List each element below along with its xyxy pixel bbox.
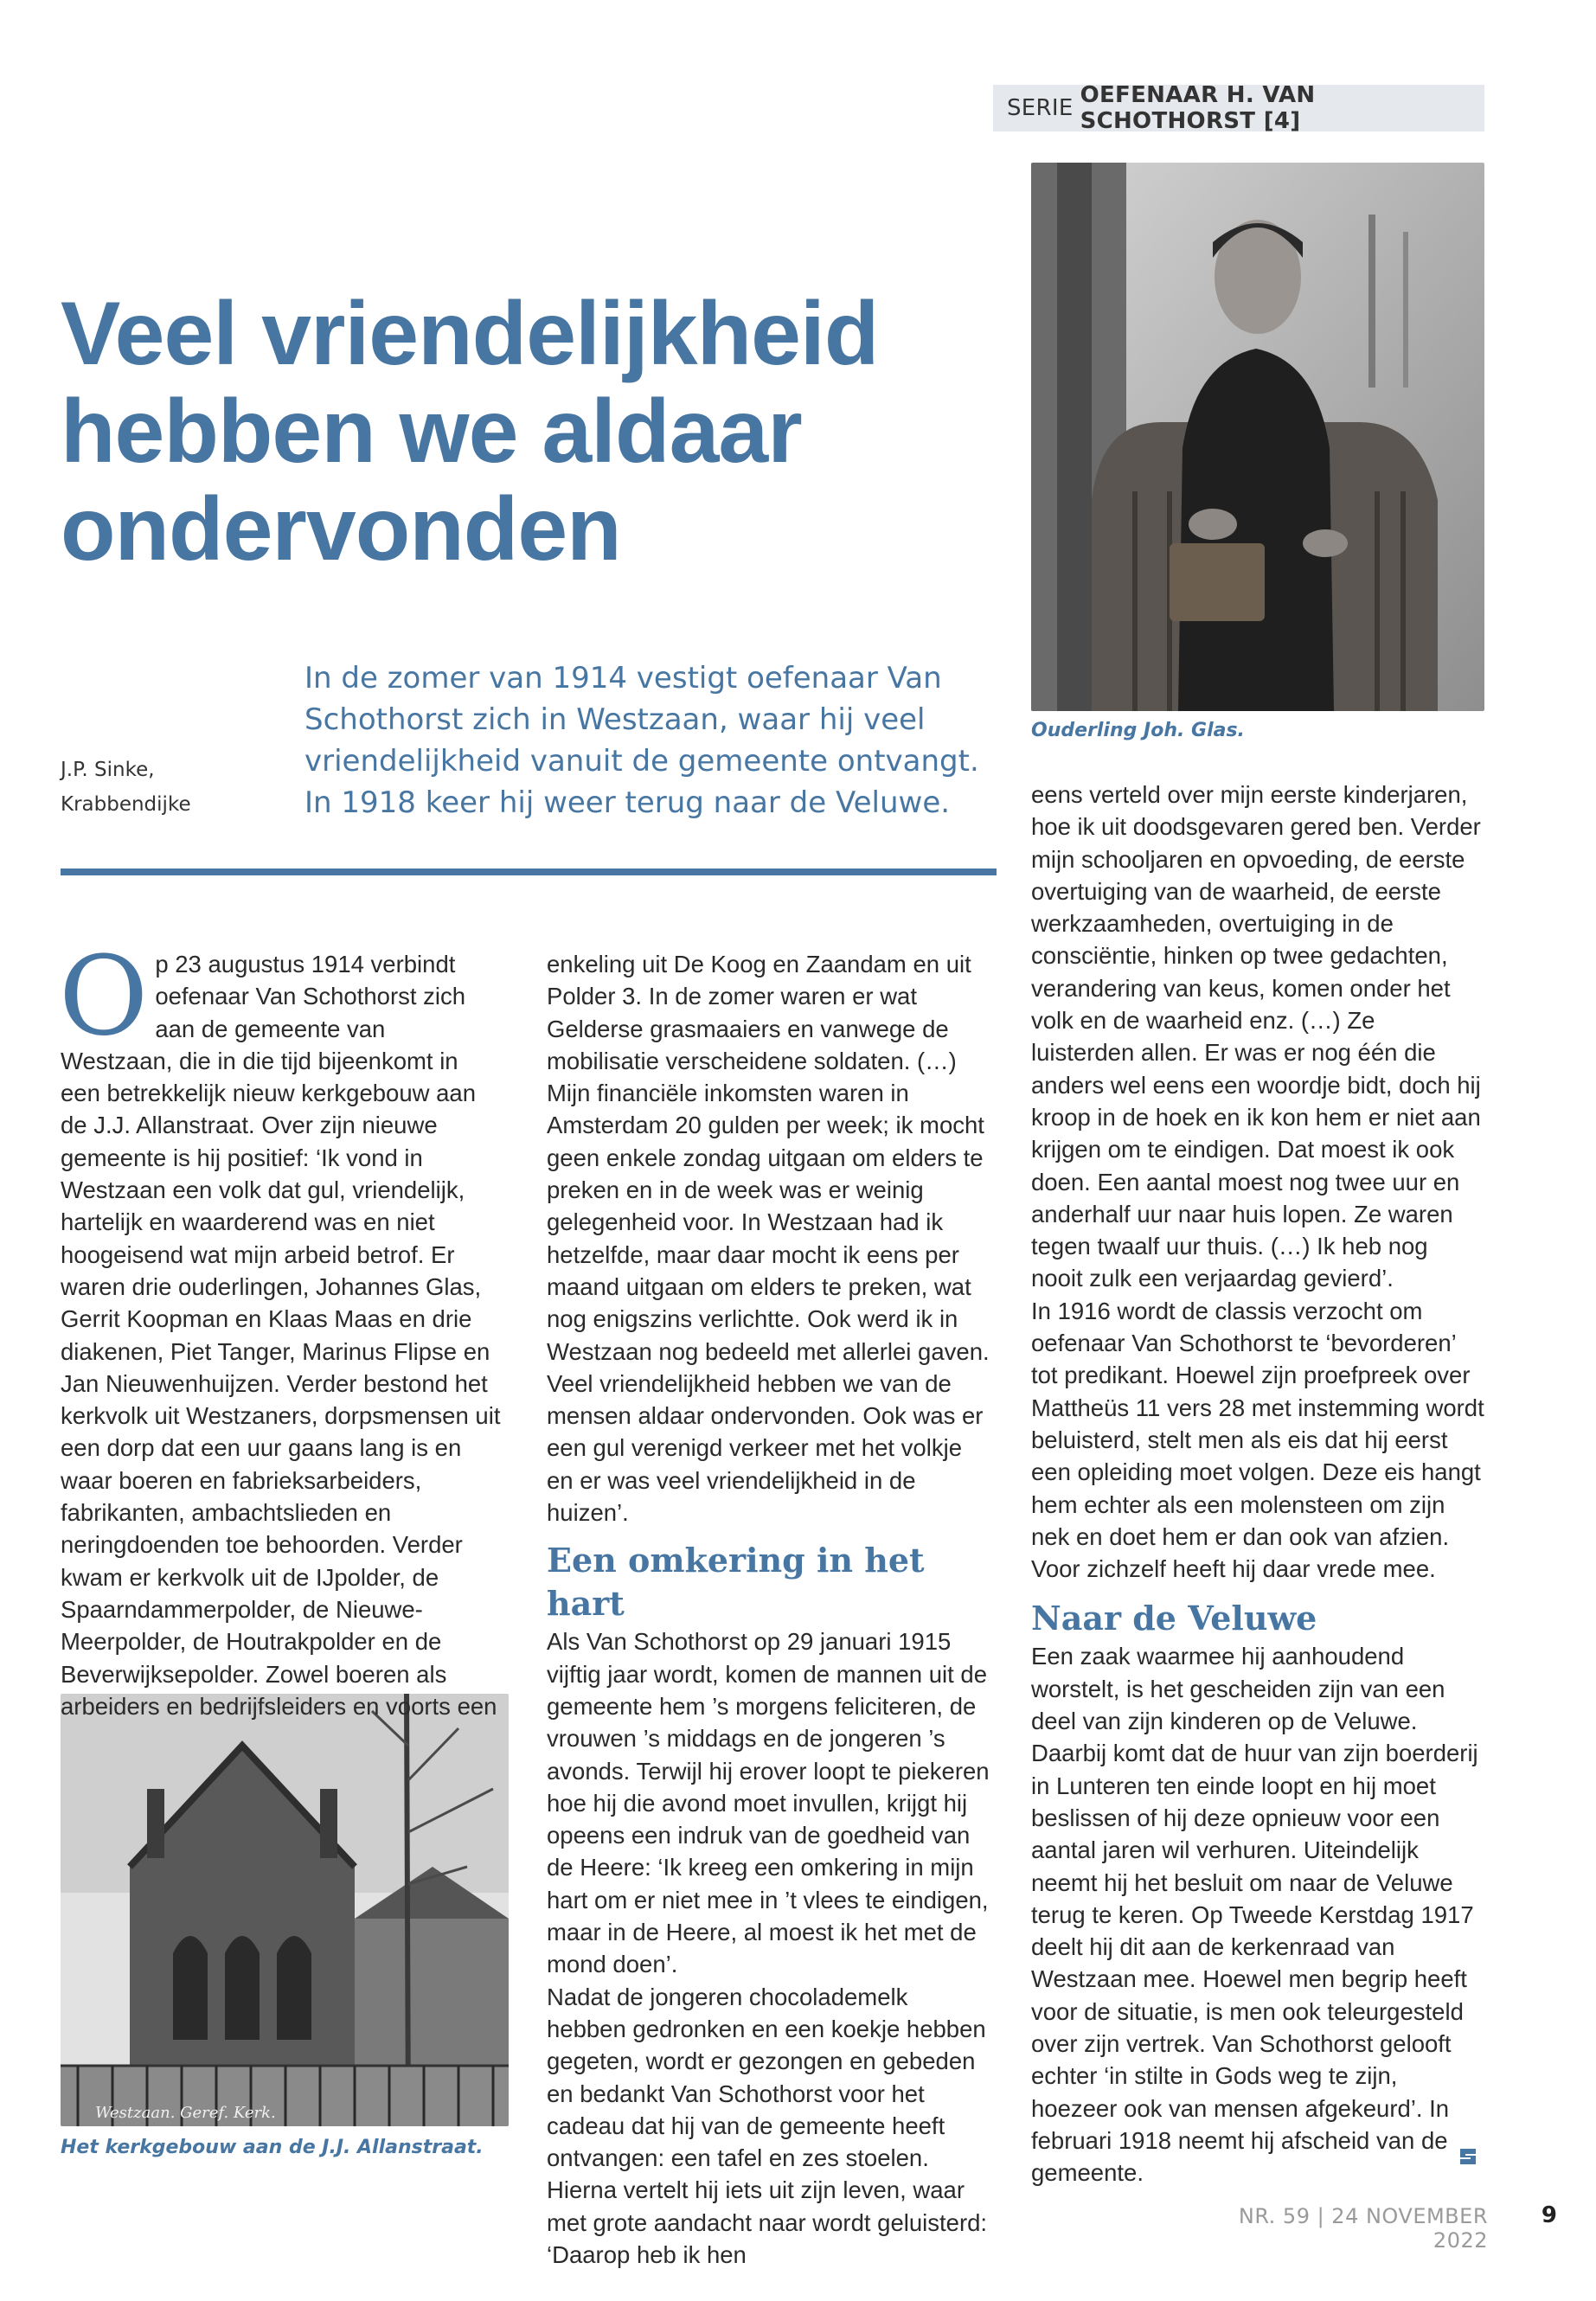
page-number: 9 [1541, 2202, 1557, 2228]
article-lead: In de zomer van 1914 vestigt oefenaar Van Schothorst zich in Westzaan, waar hij veel vriendelijkheid vanuit de gemeente ontvangt. In 1918 keer hij weer terug naar de Veluwe. [304, 661, 979, 820]
section-divider [61, 868, 997, 875]
portrait-caption: Ouderling Joh. Glas. [1031, 720, 1245, 741]
church-photo [61, 1694, 509, 2126]
body-column-1 [59, 933, 503, 1722]
col3-paragraph-3: Een zaak waarmee hij aanhoudend worstelt, is het gescheiden zijn van een deel van zijn kinderen op de Veluwe. Daarbij komt dat de huur van zijn boerderij in Lunteren ten einde loopt en hij moet beslissen of hij deze opnieuw voor een aantal jaren wil verhuren. Uiteindelijk neemt hij het besluit om naar de Veluwe terug te keren. Op Tweede Kerstdag 1917 deelt hij dit aan de kerkenraad van Westzaan mee. Hoewel men begrip heeft voor de situatie, is men ook teleurgesteld over zijn vertrek. Van Schothorst gelooft echter ‘in stilte in Gods weg te zijn, hoezeer ook van mensen afgekeurd’. In februari 1918 neemt hij afscheid van de gemeente. [1031, 1643, 1478, 2187]
portrait-photo [1031, 163, 1484, 711]
body-column-2 [547, 948, 990, 2271]
series-tag [993, 82, 1484, 134]
series-title: OEFENAAR H. VAN SCHOTHORST [4] [1080, 82, 1316, 134]
subheading-omkering: Een omkering in het hart [547, 1541, 925, 1624]
col2-paragraph-1: enkeling uit De Koog en Zaandam en uit Polder 3. In de zomer waren er wat Gelderse grasmaaiers en vanwege de mobilisatie verscheidene soldaten. (…) [547, 951, 971, 1074]
col3-paragraph-2: In 1916 wordt de classis verzocht om oefenaar Van Schothorst te ‘bevorderen’ tot predikant. Hoewel zijn proefpreek over Mattheüs 11 vers 28 met instemming wordt beluisterd, stelt men als eis dat hij eerst een opleiding moet volgen. Deze eis hangt hem echter als een molensteen om zijn nek en doet hem er dan ook van afzien. Voor zichzelf heeft hij daar vrede mee. [1031, 1297, 1484, 1583]
subheading-veluwe: Naar de Veluwe [1031, 1599, 1317, 1638]
dropcap: O [59, 933, 149, 1060]
issue-info: NR. 59 | 24 NOVEMBER 2022 [1238, 2204, 1488, 2253]
col2-paragraph-3: Als Van Schothorst op 29 januari 1915 vijftig jaar wordt, komen de mannen uit de gemeente hem ’s morgens feliciteren, de vrouwen ’s middags en de jongeren ’s avonds. Terwijl hij erover loopt te piekeren hoe hij die avond moet invullen, krijgt hij opeens een indruk van de goedheid van de Heere: ‘Ik kreeg een omkering in mijn hart om er niet mee in ’t vlees te eindigen, maar in de Heere, al moest ik het met de mond doen’. [547, 1628, 990, 1978]
series-prefix: SERIE [1007, 95, 1074, 121]
col2-paragraph-4: Nadat de jongeren chocolademelk hebben gedronken en een koekje hebben gegeten, wordt er gezongen en gebeden en bedankt Van Schothorst voor het cadeau dat hij van de gemeente heeft ontvangen: een tafel en zes stoelen. Hierna vertelt hij iets uit zijn leven, waar met grote aandacht naar wordt geluisterd: ‘Daarop heb ik hen [547, 1983, 988, 2268]
author-byline [61, 753, 277, 822]
church-inscription: Westzaan. Geref. Kerk. [95, 2104, 276, 2122]
col1-paragraph-1: p 23 augustus 1914 verbindt oefenaar Van Schothorst zich aan de gemeente van Westzaan, die in die tijd bijeenkomt in een betrekkelijk nieuw kerkgebouw aan de J.J. Allanstraat. Over zijn nieuwe gemeente is hij positief: ‘Ik vond in Westzaan een volk dat gul, vriendelijk, hartelijk en waarderend was en niet hoogeisend wat mijn arbeid betrof. Er waren drie ouderlingen, Johannes Glas, Gerrit Koopman en Klaas Maas en drie diakenen, Piet Tanger, Marinus Flipse en Jan Nieuwenhuijzen. Verder bestond het kerkvolk uit Westzaners, dorpsmensen uit een dorp dat een uur gaans lang is en waar boeren en fabrieksarbeiders, fabrikanten, ambachtslieden en neringdoenden toe behoorden. Verder kwam er kerkvolk uit de IJpolder, de Spaarndammerpolder, de Nieuwe-Meerpolder, de Houtrakpolder en de Beverwijksepolder. Zowel boeren als arbeiders en bedrijfsleiders en voorts een [61, 951, 501, 1720]
church-caption: Het kerkgebouw aan de J.J. Allanstraat. [61, 2137, 484, 2158]
body-column-3 [1031, 779, 1484, 2189]
author-name: J.P. Sinke, [61, 759, 155, 781]
article-title: Veel vriendelijkheid hebben we aldaar ondervonden [61, 284, 879, 580]
col3-paragraph-1: eens verteld over mijn eerste kinderjaren, hoe ik uit doodsgevaren gered ben. Verder mijn schooljaren en opvoeding, de eerste overtuiging van de waarheid, de eerste werkzaamheden, overtuiging in de consciëntie, hinken op twee gedachten, verandering van keus, komen onder het volk en de waarheid enz. (…) Ze luisterden allen. Er was er nog één die anders wel eens een woordje bidt, doch hij kroop in de hoek en ik kon hem er niet aan krijgen om te eindigen. Dat moest ik ook doen. Een aantal moest nog twee uur en anderhalf uur naar huis lopen. Ze waren tegen twaalf uur thuis. (…) Ik heb nog nooit zulk een verjaardag gevierd’. [1031, 781, 1481, 1292]
col2-paragraph-2: Mijn financiële inkomsten waren in Amsterdam 20 gulden per week; ik mocht geen enkele zondag uitgaan om elders te preken en in de week was er weinig gelegenheid voor. In Westzaan had ik hetzelfde, maar daar mocht ik eens per maand uitgaan om elders te preken, wat nog enigszins verlichtte. Ook werd ik in Westzaan nog bedeeld met allerlei gaven. Veel vriendelijkheid hebben we van de mensen aldaar ondervonden. Ook was er een gul verenigd verkeer met het volkje en er was veel vriendelijkheid in de huizen’. [547, 1080, 990, 1527]
author-place: Krabbendijke [61, 793, 191, 816]
end-of-article-icon [1457, 2145, 1479, 2168]
